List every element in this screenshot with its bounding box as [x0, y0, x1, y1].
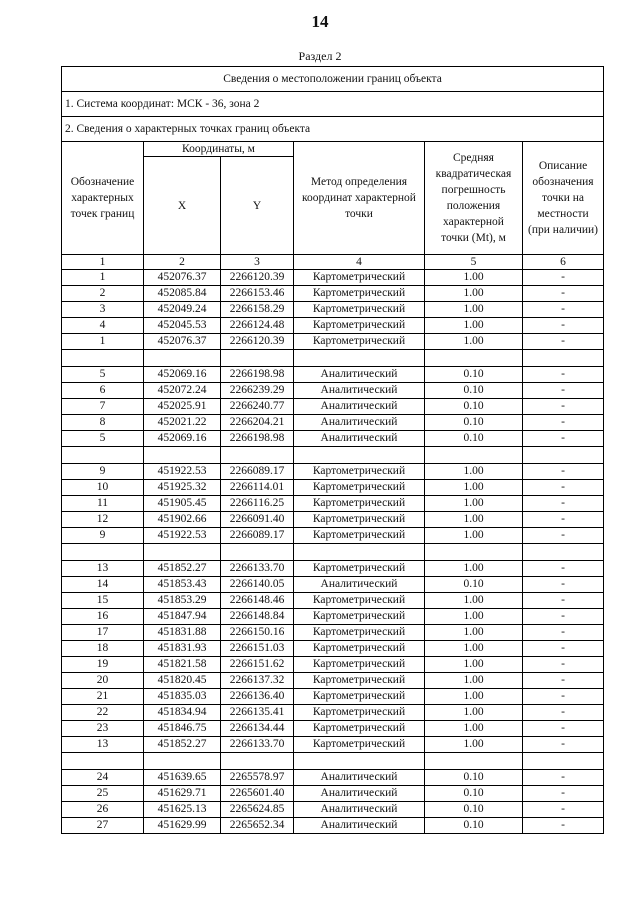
table-row — [62, 431, 604, 447]
column-number: 6 — [523, 255, 604, 270]
y-coordinate-cell: 2266148.84 — [221, 609, 294, 625]
table-row — [62, 625, 604, 641]
header-mean-error: Средняя квадратическая погрешность положения характерной точки (Mt), м — [425, 142, 523, 255]
method-cell: Картометрический — [294, 334, 425, 350]
description-cell: - — [523, 705, 604, 721]
x-coordinate-cell: 451629.99 — [144, 818, 221, 834]
y-coordinate-cell: 2266114.01 — [221, 480, 294, 496]
y-coordinate-cell: 2265652.34 — [221, 818, 294, 834]
mean-error-cell: 1.00 — [425, 609, 523, 625]
point-number-cell: 25 — [62, 786, 144, 802]
table-row — [62, 721, 604, 737]
x-coordinate-cell: 451905.45 — [144, 496, 221, 512]
table-row — [62, 302, 604, 318]
description-cell: - — [523, 818, 604, 834]
x-coordinate-cell: 451629.71 — [144, 786, 221, 802]
table-row — [62, 705, 604, 721]
y-coordinate-cell: 2265601.40 — [221, 786, 294, 802]
method-cell: Картометрический — [294, 673, 425, 689]
point-number-cell: 13 — [62, 561, 144, 577]
method-cell: Картометрический — [294, 593, 425, 609]
method-cell: Аналитический — [294, 431, 425, 447]
x-coordinate-cell: 451835.03 — [144, 689, 221, 705]
empty-cell — [62, 753, 144, 770]
table-row — [62, 383, 604, 399]
y-coordinate-cell: 2266091.40 — [221, 512, 294, 528]
table-row — [62, 367, 604, 383]
x-coordinate-cell: 452085.84 — [144, 286, 221, 302]
table-row — [62, 496, 604, 512]
y-coordinate-cell: 2266204.21 — [221, 415, 294, 431]
table-row — [62, 802, 604, 818]
group-separator-row — [62, 350, 604, 367]
description-cell: - — [523, 609, 604, 625]
description-cell: - — [523, 786, 604, 802]
y-coordinate-cell: 2266133.70 — [221, 737, 294, 753]
mean-error-cell: 1.00 — [425, 286, 523, 302]
point-number-cell: 3 — [62, 302, 144, 318]
mean-error-cell: 1.00 — [425, 737, 523, 753]
empty-cell — [221, 447, 294, 464]
mean-error-cell: 0.10 — [425, 786, 523, 802]
mean-error-cell: 0.10 — [425, 802, 523, 818]
point-number-cell: 23 — [62, 721, 144, 737]
header-description: Описание обозначения точки на местности (при наличии) — [523, 142, 604, 255]
empty-cell — [523, 544, 604, 561]
point-number-cell: 9 — [62, 464, 144, 480]
empty-cell — [144, 447, 221, 464]
y-coordinate-cell: 2266120.39 — [221, 270, 294, 286]
mean-error-cell: 1.00 — [425, 528, 523, 544]
method-cell: Картометрический — [294, 689, 425, 705]
mean-error-cell: 0.10 — [425, 770, 523, 786]
y-coordinate-cell: 2266158.29 — [221, 302, 294, 318]
method-cell: Картометрический — [294, 721, 425, 737]
table-row — [62, 318, 604, 334]
mean-error-cell: 0.10 — [425, 415, 523, 431]
y-coordinate-cell: 2266089.17 — [221, 528, 294, 544]
table-row — [62, 528, 604, 544]
mean-error-cell: 1.00 — [425, 625, 523, 641]
point-number-cell: 19 — [62, 657, 144, 673]
x-coordinate-cell: 451639.65 — [144, 770, 221, 786]
point-number-cell: 1 — [62, 334, 144, 350]
point-number-cell: 2 — [62, 286, 144, 302]
y-coordinate-cell: 2266089.17 — [221, 464, 294, 480]
mean-error-cell: 1.00 — [425, 641, 523, 657]
column-number: 1 — [62, 255, 144, 270]
x-coordinate-cell: 452076.37 — [144, 334, 221, 350]
mean-error-cell: 1.00 — [425, 657, 523, 673]
table-row — [62, 512, 604, 528]
empty-cell — [523, 753, 604, 770]
x-coordinate-cell: 452025.91 — [144, 399, 221, 415]
description-cell: - — [523, 464, 604, 480]
point-number-cell: 13 — [62, 737, 144, 753]
header-point-designation: Обозначение характерных точек границ — [62, 142, 144, 255]
empty-cell — [425, 350, 523, 367]
point-number-cell: 17 — [62, 625, 144, 641]
point-number-cell: 14 — [62, 577, 144, 593]
description-cell: - — [523, 480, 604, 496]
x-coordinate-cell: 452045.53 — [144, 318, 221, 334]
mean-error-cell: 1.00 — [425, 593, 523, 609]
y-coordinate-cell: 2266198.98 — [221, 431, 294, 447]
empty-cell — [523, 447, 604, 464]
description-cell: - — [523, 512, 604, 528]
column-number: 5 — [425, 255, 523, 270]
mean-error-cell: 1.00 — [425, 673, 523, 689]
mean-error-cell: 1.00 — [425, 689, 523, 705]
empty-cell — [294, 350, 425, 367]
method-cell: Картометрический — [294, 270, 425, 286]
table-row — [62, 689, 604, 705]
method-cell: Картометрический — [294, 737, 425, 753]
description-cell: - — [523, 737, 604, 753]
x-coordinate-cell: 452021.22 — [144, 415, 221, 431]
description-cell: - — [523, 577, 604, 593]
table-row — [62, 786, 604, 802]
description-cell: - — [523, 641, 604, 657]
point-number-cell: 21 — [62, 689, 144, 705]
empty-cell — [221, 544, 294, 561]
mean-error-cell: 1.00 — [425, 318, 523, 334]
method-cell: Картометрический — [294, 480, 425, 496]
table-row — [62, 415, 604, 431]
mean-error-cell: 1.00 — [425, 496, 523, 512]
method-cell: Картометрический — [294, 705, 425, 721]
x-coordinate-cell: 451922.53 — [144, 528, 221, 544]
x-coordinate-cell: 451853.43 — [144, 577, 221, 593]
table-row — [62, 399, 604, 415]
y-coordinate-cell: 2266134.44 — [221, 721, 294, 737]
point-number-cell: 11 — [62, 496, 144, 512]
description-cell: - — [523, 383, 604, 399]
table-row — [62, 818, 604, 834]
x-coordinate-cell: 452072.24 — [144, 383, 221, 399]
point-number-cell: 15 — [62, 593, 144, 609]
description-cell: - — [523, 593, 604, 609]
point-number-cell: 8 — [62, 415, 144, 431]
empty-cell — [62, 350, 144, 367]
method-cell: Картометрический — [294, 561, 425, 577]
point-number-cell: 5 — [62, 367, 144, 383]
table-row — [62, 480, 604, 496]
table-row — [62, 464, 604, 480]
method-cell: Аналитический — [294, 786, 425, 802]
description-cell: - — [523, 802, 604, 818]
mean-error-cell: 0.10 — [425, 367, 523, 383]
empty-cell — [221, 350, 294, 367]
description-cell: - — [523, 496, 604, 512]
empty-cell — [221, 753, 294, 770]
description-cell: - — [523, 657, 604, 673]
page-number: 14 — [311, 12, 329, 31]
y-coordinate-cell: 2266151.62 — [221, 657, 294, 673]
method-cell: Аналитический — [294, 367, 425, 383]
y-coordinate-cell: 2266137.32 — [221, 673, 294, 689]
x-coordinate-cell: 451852.27 — [144, 561, 221, 577]
empty-cell — [425, 544, 523, 561]
empty-cell — [425, 753, 523, 770]
method-cell: Картометрический — [294, 528, 425, 544]
column-number: 3 — [221, 255, 294, 270]
empty-cell — [144, 350, 221, 367]
header-coordinates: Координаты, м — [144, 142, 294, 157]
point-number-cell: 9 — [62, 528, 144, 544]
points-heading: 2. Сведения о характерных точках границ объекта — [62, 117, 604, 142]
table-row — [62, 561, 604, 577]
mean-error-cell: 1.00 — [425, 480, 523, 496]
y-coordinate-cell: 2265624.85 — [221, 802, 294, 818]
y-coordinate-cell: 2266140.05 — [221, 577, 294, 593]
method-cell: Картометрический — [294, 512, 425, 528]
y-coordinate-cell: 2266148.46 — [221, 593, 294, 609]
point-number-cell: 24 — [62, 770, 144, 786]
mean-error-cell: 0.10 — [425, 577, 523, 593]
description-cell: - — [523, 286, 604, 302]
empty-cell — [144, 753, 221, 770]
point-number-cell: 1 — [62, 270, 144, 286]
method-cell: Аналитический — [294, 802, 425, 818]
x-coordinate-cell: 452076.37 — [144, 270, 221, 286]
method-cell: Картометрический — [294, 318, 425, 334]
description-cell: - — [523, 270, 604, 286]
group-separator-row — [62, 544, 604, 561]
point-number-cell: 26 — [62, 802, 144, 818]
method-cell: Аналитический — [294, 577, 425, 593]
method-cell: Аналитический — [294, 383, 425, 399]
description-cell: - — [523, 721, 604, 737]
mean-error-cell: 1.00 — [425, 270, 523, 286]
table-row — [62, 641, 604, 657]
empty-cell — [294, 447, 425, 464]
x-coordinate-cell: 452069.16 — [144, 367, 221, 383]
table-row — [62, 334, 604, 350]
method-cell: Картометрический — [294, 496, 425, 512]
table-row — [62, 673, 604, 689]
table-row — [62, 609, 604, 625]
x-coordinate-cell: 451925.32 — [144, 480, 221, 496]
description-cell: - — [523, 367, 604, 383]
x-coordinate-cell: 451834.94 — [144, 705, 221, 721]
mean-error-cell: 1.00 — [425, 705, 523, 721]
x-coordinate-cell: 451820.45 — [144, 673, 221, 689]
method-cell: Картометрический — [294, 641, 425, 657]
section-label: Раздел 2 — [298, 49, 342, 63]
point-number-cell: 6 — [62, 383, 144, 399]
description-cell: - — [523, 431, 604, 447]
method-cell: Аналитический — [294, 770, 425, 786]
empty-cell — [425, 447, 523, 464]
y-coordinate-cell: 2266124.48 — [221, 318, 294, 334]
table-row — [62, 577, 604, 593]
method-cell: Аналитический — [294, 415, 425, 431]
point-number-cell: 22 — [62, 705, 144, 721]
mean-error-cell: 1.00 — [425, 464, 523, 480]
header-x: X — [144, 157, 221, 255]
table-row — [62, 270, 604, 286]
description-cell: - — [523, 318, 604, 334]
y-coordinate-cell: 2266151.03 — [221, 641, 294, 657]
description-cell: - — [523, 770, 604, 786]
boundary-points-table — [61, 66, 604, 834]
column-number: 2 — [144, 255, 221, 270]
header-y: Y — [221, 157, 294, 255]
description-cell: - — [523, 334, 604, 350]
x-coordinate-cell: 451625.13 — [144, 802, 221, 818]
header-method: Метод определения координат характерной точки — [294, 142, 425, 255]
group-separator-row — [62, 447, 604, 464]
point-number-cell: 18 — [62, 641, 144, 657]
method-cell: Картометрический — [294, 609, 425, 625]
description-cell: - — [523, 561, 604, 577]
column-number-row — [62, 255, 604, 270]
x-coordinate-cell: 451831.88 — [144, 625, 221, 641]
mean-error-cell: 0.10 — [425, 399, 523, 415]
method-cell: Картометрический — [294, 657, 425, 673]
mean-error-cell: 1.00 — [425, 561, 523, 577]
description-cell: - — [523, 689, 604, 705]
y-coordinate-cell: 2266150.16 — [221, 625, 294, 641]
y-coordinate-cell: 2266135.41 — [221, 705, 294, 721]
table-row — [62, 657, 604, 673]
column-number: 4 — [294, 255, 425, 270]
y-coordinate-cell: 2265578.97 — [221, 770, 294, 786]
empty-cell — [62, 447, 144, 464]
description-cell: - — [523, 415, 604, 431]
method-cell: Картометрический — [294, 286, 425, 302]
y-coordinate-cell: 2266133.70 — [221, 561, 294, 577]
method-cell: Аналитический — [294, 818, 425, 834]
method-cell: Картометрический — [294, 464, 425, 480]
empty-cell — [294, 753, 425, 770]
point-number-cell: 7 — [62, 399, 144, 415]
table-row — [62, 593, 604, 609]
y-coordinate-cell: 2266136.40 — [221, 689, 294, 705]
group-separator-row — [62, 753, 604, 770]
x-coordinate-cell: 451847.94 — [144, 609, 221, 625]
table-title: Сведения о местоположении границ объекта — [62, 67, 604, 92]
mean-error-cell: 0.10 — [425, 383, 523, 399]
table-row — [62, 737, 604, 753]
y-coordinate-cell: 2266240.77 — [221, 399, 294, 415]
point-number-cell: 12 — [62, 512, 144, 528]
mean-error-cell: 1.00 — [425, 721, 523, 737]
method-cell: Картометрический — [294, 302, 425, 318]
point-number-cell: 27 — [62, 818, 144, 834]
x-coordinate-cell: 452049.24 — [144, 302, 221, 318]
table-row — [62, 286, 604, 302]
description-cell: - — [523, 528, 604, 544]
y-coordinate-cell: 2266239.29 — [221, 383, 294, 399]
x-coordinate-cell: 451902.66 — [144, 512, 221, 528]
table-row — [62, 770, 604, 786]
mean-error-cell: 1.00 — [425, 302, 523, 318]
x-coordinate-cell: 451922.53 — [144, 464, 221, 480]
coordinate-system: 1. Система координат: МСК - 36, зона 2 — [62, 92, 604, 117]
x-coordinate-cell: 451831.93 — [144, 641, 221, 657]
description-cell: - — [523, 302, 604, 318]
y-coordinate-cell: 2266198.98 — [221, 367, 294, 383]
mean-error-cell: 0.10 — [425, 818, 523, 834]
description-cell: - — [523, 673, 604, 689]
description-cell: - — [523, 625, 604, 641]
point-number-cell: 16 — [62, 609, 144, 625]
x-coordinate-cell: 451846.75 — [144, 721, 221, 737]
point-number-cell: 10 — [62, 480, 144, 496]
x-coordinate-cell: 451821.58 — [144, 657, 221, 673]
empty-cell — [144, 544, 221, 561]
point-number-cell: 4 — [62, 318, 144, 334]
mean-error-cell: 1.00 — [425, 512, 523, 528]
point-number-cell: 20 — [62, 673, 144, 689]
method-cell: Картометрический — [294, 625, 425, 641]
x-coordinate-cell: 451853.29 — [144, 593, 221, 609]
point-number-cell: 5 — [62, 431, 144, 447]
y-coordinate-cell: 2266120.39 — [221, 334, 294, 350]
mean-error-cell: 1.00 — [425, 334, 523, 350]
empty-cell — [294, 544, 425, 561]
description-cell: - — [523, 399, 604, 415]
empty-cell — [62, 544, 144, 561]
y-coordinate-cell: 2266116.25 — [221, 496, 294, 512]
y-coordinate-cell: 2266153.46 — [221, 286, 294, 302]
method-cell: Аналитический — [294, 399, 425, 415]
empty-cell — [523, 350, 604, 367]
x-coordinate-cell: 452069.16 — [144, 431, 221, 447]
mean-error-cell: 0.10 — [425, 431, 523, 447]
x-coordinate-cell: 451852.27 — [144, 737, 221, 753]
